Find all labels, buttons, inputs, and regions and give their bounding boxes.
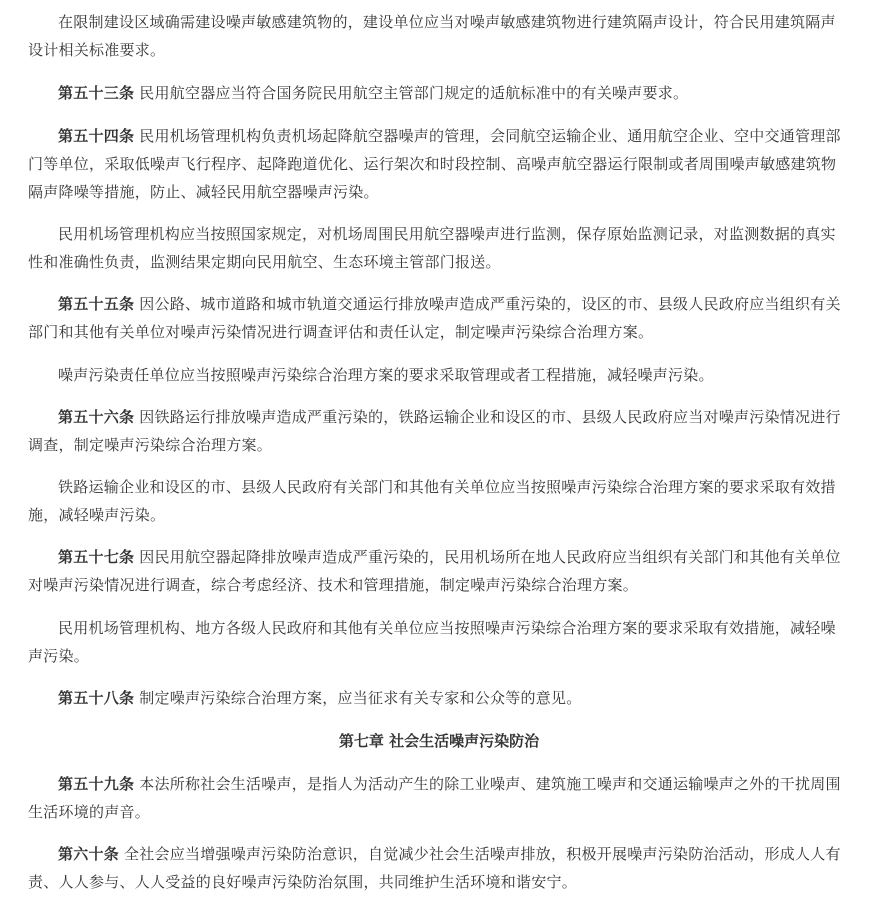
article-text: 因铁路运行排放噪声造成严重污染的，铁路运输企业和设区的市、县级人民政府应当对噪声污染情况进行调查，制定噪声污染综合治理方案。 <box>28 408 841 454</box>
article-text: 本法所称社会生活噪声，是指人为活动产生的除工业噪声、建筑施工噪声和交通运输噪声之外的干扰周围生活环境的声音。 <box>28 775 841 821</box>
paragraph-restricted-zone: 在限制建设区域确需建设噪声敏感建筑物的，建设单位应当对噪声敏感建筑物进行建筑隔声设计，符合民用建筑隔声设计相关标准要求。 <box>28 13 836 59</box>
chapter-title: 第七章 社会生活噪声污染防治 <box>338 732 540 750</box>
paragraph-responsible-unit: 噪声污染责任单位应当按照噪声污染综合治理方案的要求采取管理或者工程措施，减轻噪声污染。 <box>58 366 714 384</box>
article-text: 民用机场管理机构负责机场起降航空器噪声的管理，会同航空运输企业、通用航空企业、空中交通管理部门等单位，采取低噪声飞行程序、起降跑道优化、运行架次和时段控制、高噪声航空器运行限制或者周围噪声敏感建筑物隔声降噪等措施，防止、减轻民用航空器噪声污染。 <box>28 127 841 201</box>
article-text: 全社会应当增强噪声污染防治意识，自觉减少社会生活噪声排放，积极开展噪声污染防治活动，形成人人有责、人人参与、人人受益的良好噪声污染防治氛围，共同维护生活环境和谐安宁。 <box>28 845 841 891</box>
article-55 <box>28 290 850 346</box>
article-60 <box>28 840 850 896</box>
article-57 <box>28 543 850 599</box>
article-text: 因公路、城市道路和城市轨道交通运行排放噪声造成严重污染的，设区的市、县级人民政府应当组织有关部门和其他有关单位对噪声污染情况进行调查评估和责任认定，制定噪声污染综合治理方案。 <box>28 295 841 341</box>
article-53 <box>28 79 850 107</box>
article-text: 制定噪声污染综合治理方案，应当征求有关专家和公众等的意见。 <box>139 689 582 707</box>
article-54 <box>28 122 850 206</box>
article-number: 第五十七条 <box>58 548 135 566</box>
article-number: 第五十六条 <box>58 408 135 426</box>
article-number: 第五十五条 <box>58 295 135 313</box>
article-number: 第五十三条 <box>58 84 135 102</box>
article-text: 民用航空器应当符合国务院民用航空主管部门规定的适航标准中的有关噪声要求。 <box>139 84 689 102</box>
article-58 <box>28 684 850 712</box>
paragraph-airport-monitoring: 民用机场管理机构应当按照国家规定，对机场周围民用航空器噪声进行监测，保存原始监测记录，对监测数据的真实性和准确性负责，监测结果定期向民用航空、生态环境主管部门报送。 <box>28 225 836 271</box>
paragraph-railway-measures: 铁路运输企业和设区的市、县级人民政府有关部门和其他有关单位应当按照噪声污染综合治理方案的要求采取有效措施，减轻噪声污染。 <box>28 478 836 524</box>
article-text: 因民用航空器起降排放噪声造成严重污染的，民用机场所在地人民政府应当组织有关部门和其他有关单位对噪声污染情况进行调查，综合考虑经济、技术和管理措施，制定噪声污染综合治理方案。 <box>28 548 841 594</box>
paragraph-airport-measures: 民用机场管理机构、地方各级人民政府和其他有关单位应当按照噪声污染综合治理方案的要求采取有效措施，减轻噪声污染。 <box>28 619 836 665</box>
article-number: 第五十八条 <box>58 689 135 707</box>
article-number: 第六十条 <box>58 845 120 863</box>
article-number: 第五十九条 <box>58 775 135 793</box>
article-number: 第五十四条 <box>58 127 135 145</box>
article-59 <box>28 770 850 826</box>
article-56 <box>28 403 850 459</box>
